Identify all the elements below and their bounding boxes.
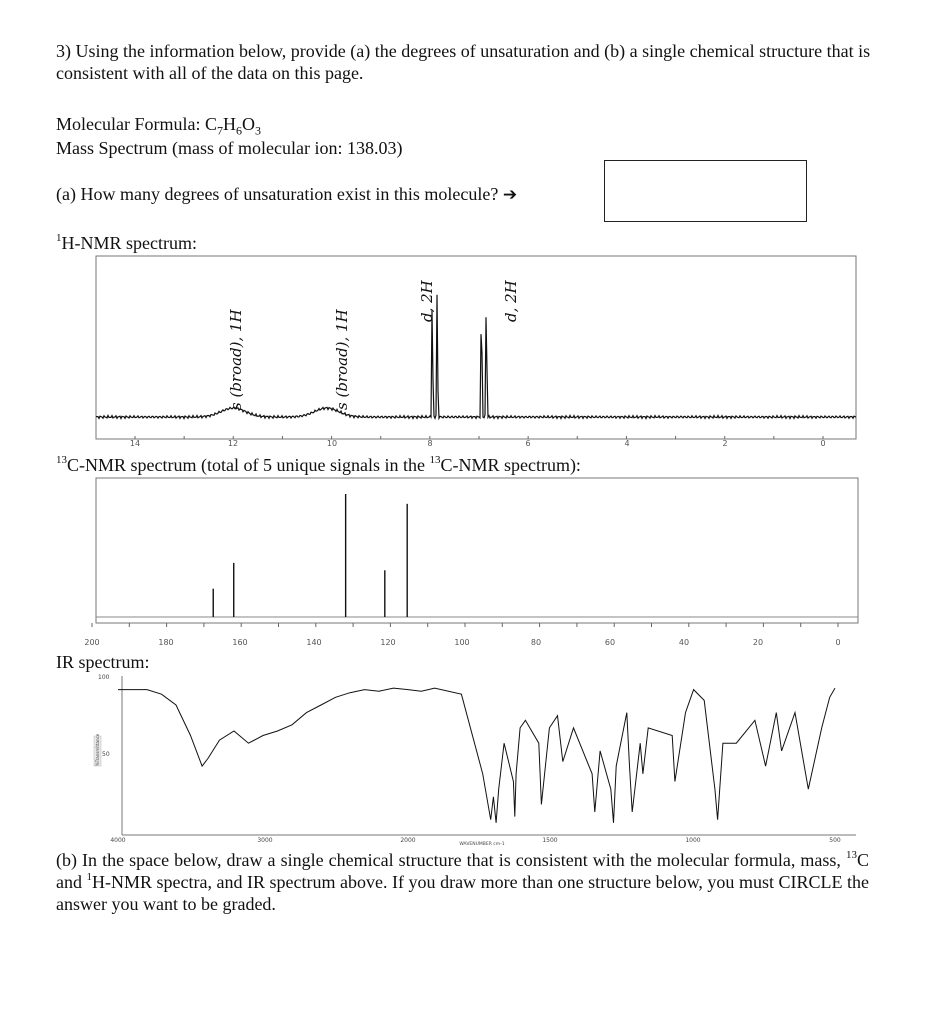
- part-b-sup-1: 1: [86, 871, 93, 883]
- cnmr-tick-label-140: 140: [306, 638, 322, 647]
- hnmr-tick-label-10: 10: [326, 439, 338, 448]
- part-b-sup-13: 13: [845, 849, 857, 861]
- ir-y-axis-label: %Transmittance: [95, 733, 100, 766]
- ir-y-tick-100: 100: [98, 674, 110, 681]
- cnmr-label-b: C-NMR spectrum):: [440, 455, 581, 475]
- hnmr-tick-label-6: 6: [525, 439, 531, 448]
- cnmr-chart: [84, 478, 858, 647]
- cnmr-ticks: [92, 623, 838, 627]
- hnmr-trace: [96, 295, 856, 419]
- cnmr-tick-label-40: 40: [678, 638, 690, 647]
- formula-label: Molecular Formula:: [56, 114, 205, 134]
- hnmr-chart: [96, 256, 856, 448]
- cnmr-peaks: [213, 494, 407, 617]
- ir-chart: [94, 674, 856, 847]
- question-title: 3) Using the information below, provide (a) the degrees of unsaturation and (b) a single chemical structure that is consistent with all of the data on this page.: [56, 41, 871, 83]
- formula-c-count: 7: [216, 123, 223, 138]
- hnmr-tick-label-0: 0: [820, 439, 826, 448]
- ir-trace: [118, 688, 835, 823]
- ir-x-axis-label: WAVENUMBER cm-1: [459, 842, 505, 847]
- cnmr-tick-label-200: 200: [84, 638, 100, 647]
- hnmr-peak-label-1: s (broad), 1H: [227, 309, 245, 410]
- cnmr-tick-label-60: 60: [604, 638, 616, 647]
- ir-x-tick-1500: 1500: [542, 837, 558, 844]
- cnmr-tick-label-120: 120: [380, 638, 396, 647]
- hnmr-label: H-NMR spectrum:: [61, 233, 197, 253]
- hnmr-peak-label-4: d, 2H: [502, 280, 520, 322]
- ir-heading: IR spectrum:: [56, 652, 150, 672]
- ir-x-tick-1000: 1000: [685, 837, 701, 844]
- cnmr-frame: [96, 478, 858, 623]
- cnmr-tick-label-160: 160: [232, 638, 248, 647]
- hnmr-peak-label-2: s (broad), 1H: [333, 309, 351, 410]
- cnmr-tick-label-100: 100: [454, 638, 470, 647]
- part-b-text-3: H-NMR spectra, and IR spectrum above. If you draw more than one structure below, you must CIRCLE the answer you want to be graded.: [56, 872, 869, 914]
- formula-h: H: [222, 114, 236, 134]
- cnmr-label-a: C-NMR spectrum (total of 5 unique signals in the: [67, 455, 430, 475]
- cnmr-tick-label-180: 180: [158, 638, 174, 647]
- part-b-text-1: (b) In the space below, draw a single chemical structure that is consistent with the molecular formula, mass,: [56, 850, 846, 870]
- hnmr-tick-label-12: 12: [227, 439, 239, 448]
- hnmr-tick-label-2: 2: [722, 439, 728, 448]
- formula-o-count: 3: [254, 123, 261, 138]
- cnmr-tick-label-20: 20: [752, 638, 764, 647]
- hnmr-peak-label-3: d, 2H: [418, 280, 436, 322]
- ir-x-tick-500: 500: [829, 837, 841, 844]
- mass-spectrum-text: Mass Spectrum (mass of molecular ion: 138.03): [56, 138, 403, 158]
- part-b-text-2: C and: [56, 850, 869, 892]
- formula-h-count: 6: [235, 123, 242, 138]
- hnmr-frame: [96, 256, 856, 439]
- ir-x-tick-2000: 2000: [400, 837, 416, 844]
- ir-x-tick-4000: 4000: [110, 837, 126, 844]
- hnmr-tick-label-14: 14: [129, 439, 141, 448]
- hnmr-tick-label-4: 4: [624, 439, 630, 448]
- hnmr-tick-label-8: 8: [427, 439, 433, 448]
- arrow-right-icon: ➔: [502, 185, 518, 205]
- ir-x-tick-3000: 3000: [257, 837, 273, 844]
- hnmr-sup: 1: [56, 232, 62, 244]
- cnmr-sup-2: 13: [429, 454, 441, 466]
- part-a-text: (a) How many degrees of unsaturation exist in this molecule?: [56, 184, 499, 204]
- formula-o: O: [241, 114, 255, 134]
- ir-y-tick-50: 50: [102, 751, 110, 758]
- cnmr-sup: 13: [56, 454, 67, 466]
- formula-c: C: [204, 114, 217, 134]
- cnmr-tick-label-0: 0: [835, 638, 841, 647]
- cnmr-tick-label-80: 80: [530, 638, 542, 647]
